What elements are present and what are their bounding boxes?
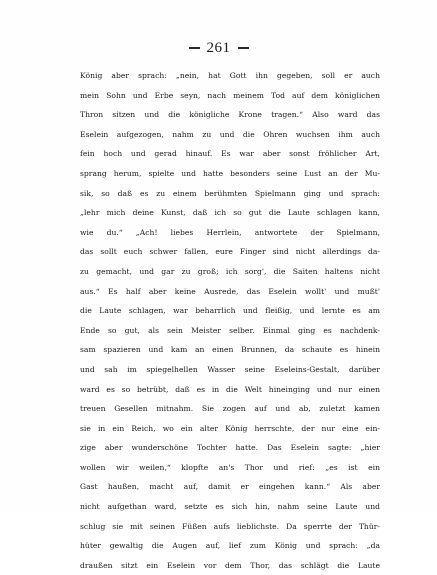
text-line: Ende so gut, als sein Meister selber. Einmal ging es nachdenk-	[80, 325, 380, 335]
text-line: fein hoch und gerad hinauf. Es war aber sonst fröhlicher Art,	[80, 149, 380, 159]
text-line: treuen Gesellen mitnahm. Sie zogen auf und ab, zuletzt kamen	[80, 404, 380, 414]
text-line: ward es so betrübt, daß es in die Welt hineinging und nur einen	[80, 384, 380, 394]
text-line: nicht aufgethan ward, setzte es sich hin, nahm seine Laute und	[80, 502, 380, 512]
text-line: das sollt euch schwer fallen, eure Finger sind nicht allerdings da-	[80, 247, 380, 257]
text-line: sik, so daß es zu einem berühmten Spielmann ging und sprach:	[80, 188, 380, 198]
text-line: wollen wir weilen,“ klopfte an's Thor und rief: „es ist ein	[80, 462, 380, 472]
left-dash	[189, 47, 200, 49]
text-line: wie du.“ „Ach! liebes Herrlein, antwortete der Spielmann,	[80, 227, 380, 237]
text-line: die Laute schlagen, war beharrlich und fleißig, und lernte es am	[80, 306, 380, 316]
text-line: hüter gewaltig die Augen auf, lief zum König und sprach: „da	[80, 541, 380, 551]
text-line: Thron sitzen und die königliche Krone tragen.“ Also ward das	[80, 110, 380, 120]
text-line: mein Sohn und Erbe seyn, nach meinem Tod auf dem königlichen	[80, 90, 380, 100]
page-number: 261	[206, 39, 231, 56]
text-line: sie in ein Reich, wo ein alter König herrschte, der nur eine ein-	[80, 423, 380, 433]
text-line: „lehr mich deine Kunst, daß ich so gut die Laute schlagen kann,	[80, 208, 380, 218]
text-line: draußen sitzt ein Eselein vor dem Thor, das schlägt die Laute	[80, 560, 380, 570]
text-line: Eselein aufgezogen, nahm zu und die Ohren wuchsen ihm auch	[80, 129, 380, 139]
text-line: zige aber wunderschöne Tochter hatte. Das Eselein sagte: „hier	[80, 443, 380, 453]
text-line: schlug sie mit seinen Füßen aufs lieblichste. Da sperrte der Thür-	[80, 521, 380, 531]
body-text	[80, 66, 380, 575]
page-header	[0, 38, 437, 58]
text-line: sam spazieren und kam an einen Brunnen, da schaute es hinein	[80, 345, 380, 355]
text-line: aus.“ Es half aber keine Ausrede, das Eselein wollt' und mußt'	[80, 286, 380, 296]
text-line: zu gemacht, und gar zu groß; ich sorg', die Saiten haltens nicht	[80, 266, 380, 276]
right-dash	[238, 47, 249, 49]
text-line: sprang herum, spielte und hatte besonders seine Lust an der Mu-	[80, 168, 380, 178]
text-line: König aber sprach: „nein, hat Gott ihn gegeben, soll er auch	[80, 71, 380, 80]
text-line: und sah im spiegelhellen Wasser seine Eseleins-Gestalt, darüber	[80, 364, 380, 374]
text-line: Gast haußen, macht auf, damit er eingehen kann.“ Als aber	[80, 482, 380, 492]
